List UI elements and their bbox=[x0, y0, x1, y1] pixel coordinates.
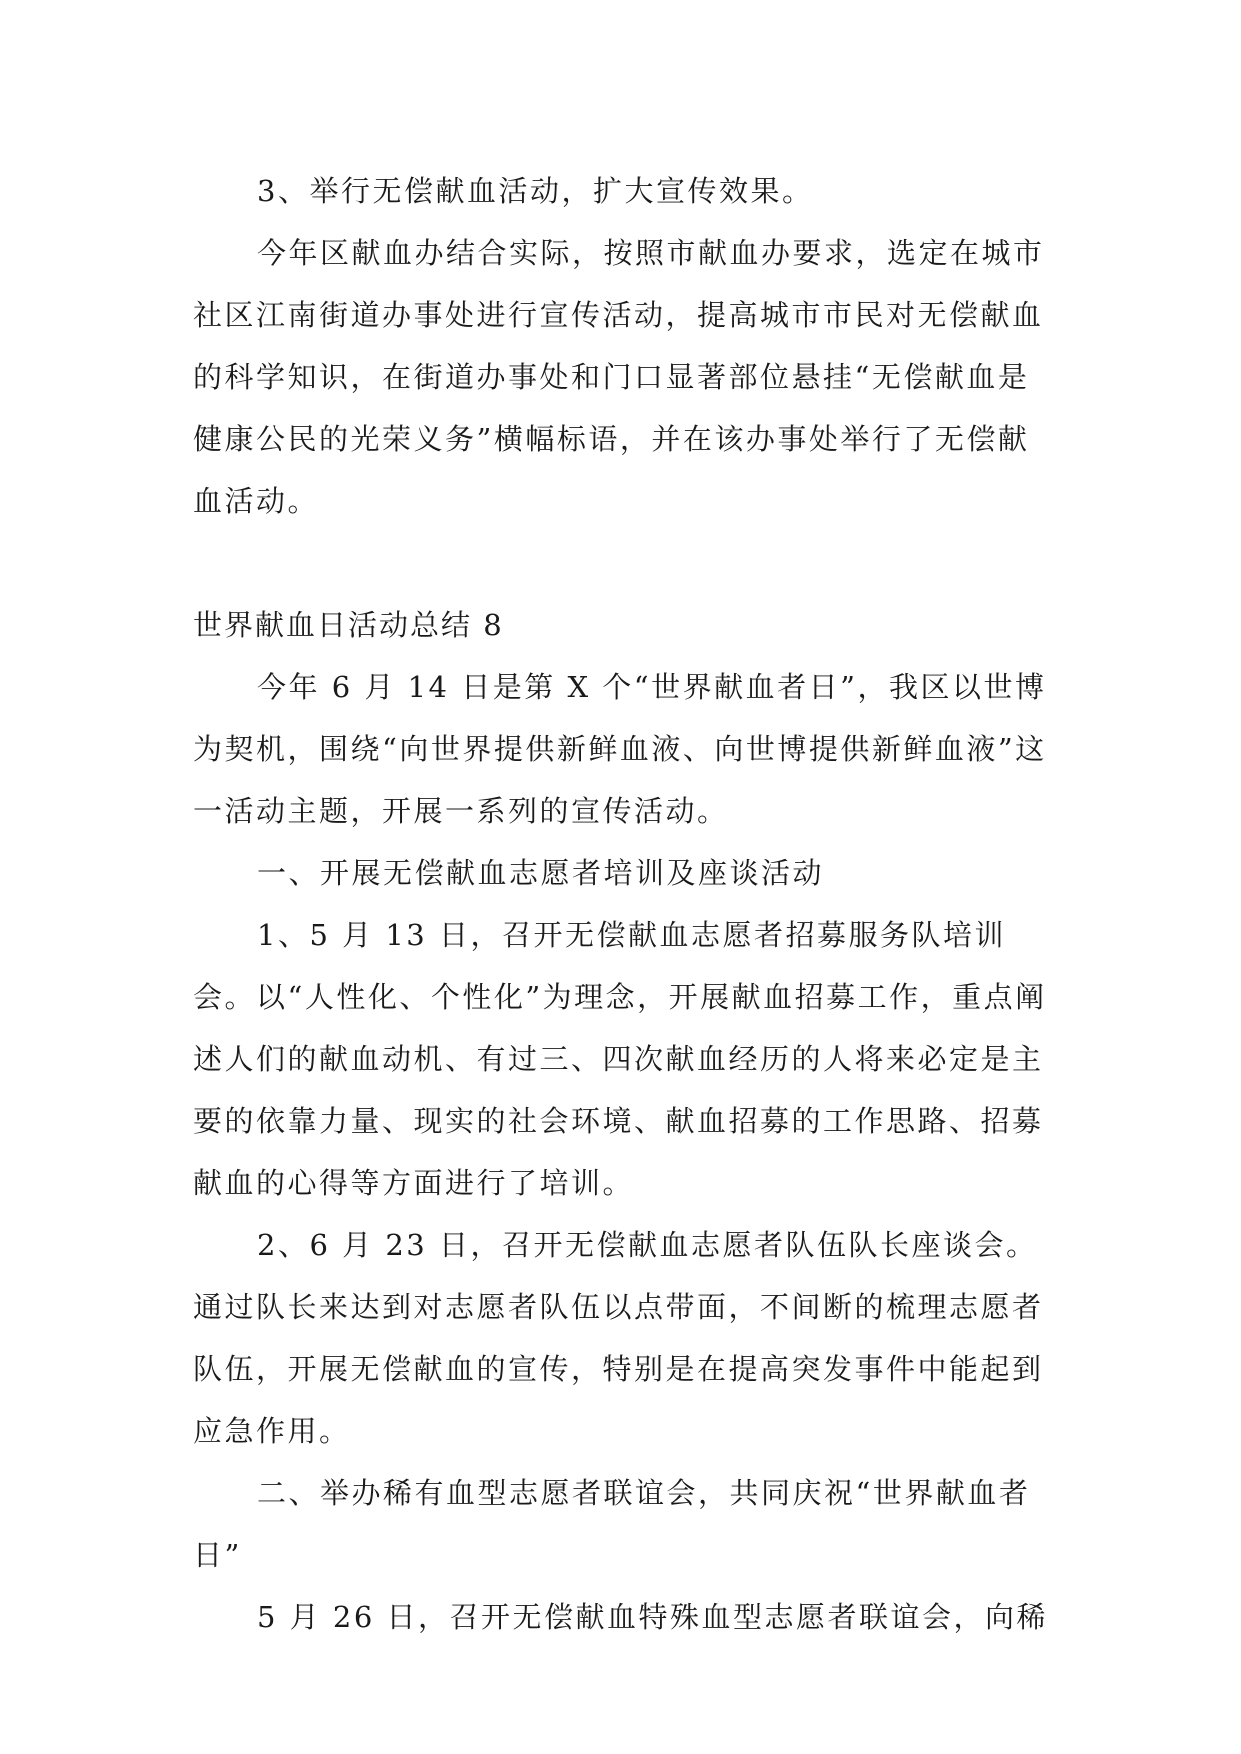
document-page bbox=[193, 160, 1053, 1648]
paragraph-rare-blood: 5 月 26 日，召开无偿献血特殊血型志愿者联谊会，向稀 bbox=[257, 1600, 1049, 1634]
paragraph-item-2: 2、6 月 23 日，召开无偿献血志愿者队伍队长座谈会。通过队长来达到对志愿者队伍以点带面，不间断的梳理志愿者队伍，开展无偿献血的宣传，特别是在提高突发事件中能起到应急作用。 bbox=[193, 1228, 1044, 1448]
heading-part-two: 二、举办稀有血型志愿者联谊会，共同庆祝“世界献血者日” bbox=[193, 1476, 1031, 1572]
section-spacer bbox=[193, 532, 1053, 594]
paragraph-item-3: 3、举行无偿献血活动，扩大宣传效果。 bbox=[257, 174, 814, 208]
paragraph-item-1: 1、5 月 13 日，召开无偿献血志愿者招募服务队培训会。以“人性化、个性化”为理念，开展献血招募工作，重点阐述人们的献血动机、有过三、四次献血经历的人将来必定是主要的依靠力量、现实的社会环境、献血招募的工作思路、招募献血的心得等方面进行了培训。 bbox=[193, 918, 1047, 1200]
paragraph-intro: 今年 6 月 14 日是第 X 个“世界献血者日”，我区以世博为契机，围绕“向世界提供新鲜血液、向世博提供新鲜血液”这一活动主题，开展一系列的宣传活动。 bbox=[193, 670, 1047, 828]
section-title: 世界献血日活动总结 8 bbox=[193, 608, 504, 642]
heading-part-one: 一、开展无偿献血志愿者培训及座谈活动 bbox=[257, 856, 825, 890]
paragraph-district-activity: 今年区献血办结合实际，按照市献血办要求，选定在城市社区江南街道办事处进行宣传活动，提高城市市民对无偿献血的科学知识，在街道办事处和门口显著部位悬挂“无偿献血是健康公民的光荣义务”横幅标语，并在该办事处举行了无偿献血活动。 bbox=[193, 236, 1045, 518]
